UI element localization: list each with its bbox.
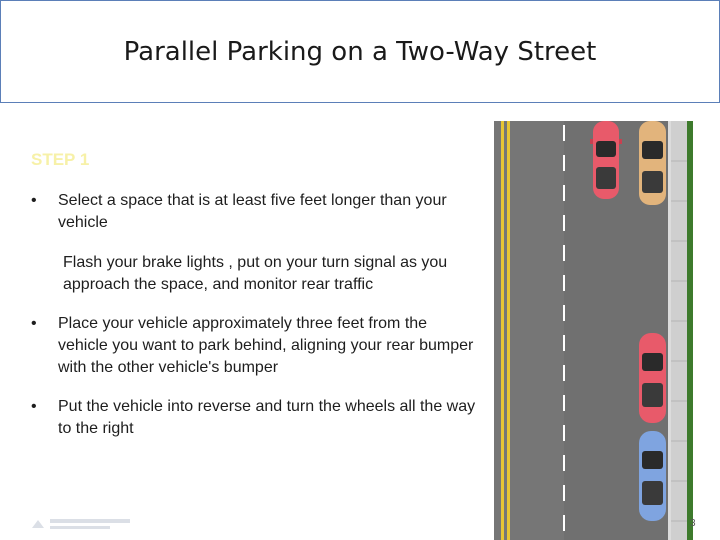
sidewalk <box>671 121 687 540</box>
red-car-parked <box>639 333 666 423</box>
plain-instruction: Flash your brake lights , put on your turn signal as you approach the space, and monitor rear traffic <box>63 254 448 293</box>
grass-strip <box>687 121 693 540</box>
bullet-item: • Place your vehicle approximately three feet from the vehicle you want to park behind, aligning your rear bumper with the other vehicle's bumper <box>31 313 481 379</box>
step-label: STEP 1 <box>31 150 90 169</box>
tan-car-parked <box>639 121 666 205</box>
street-illustration <box>494 121 693 540</box>
faded-logo <box>30 516 134 532</box>
double-yellow-line <box>501 121 504 540</box>
title-box <box>0 0 720 103</box>
bullet-item: • Put the vehicle into reverse and turn the wheels all the way to the right <box>31 396 481 440</box>
bullet-item: • Select a space that is at least five feet longer than your vehicle <box>31 190 481 234</box>
slide-title: Parallel Parking on a Two-Way Street <box>123 36 597 67</box>
blue-car-parked <box>639 431 666 521</box>
red-car-moving <box>590 121 622 199</box>
page-number: 3 <box>690 518 696 529</box>
